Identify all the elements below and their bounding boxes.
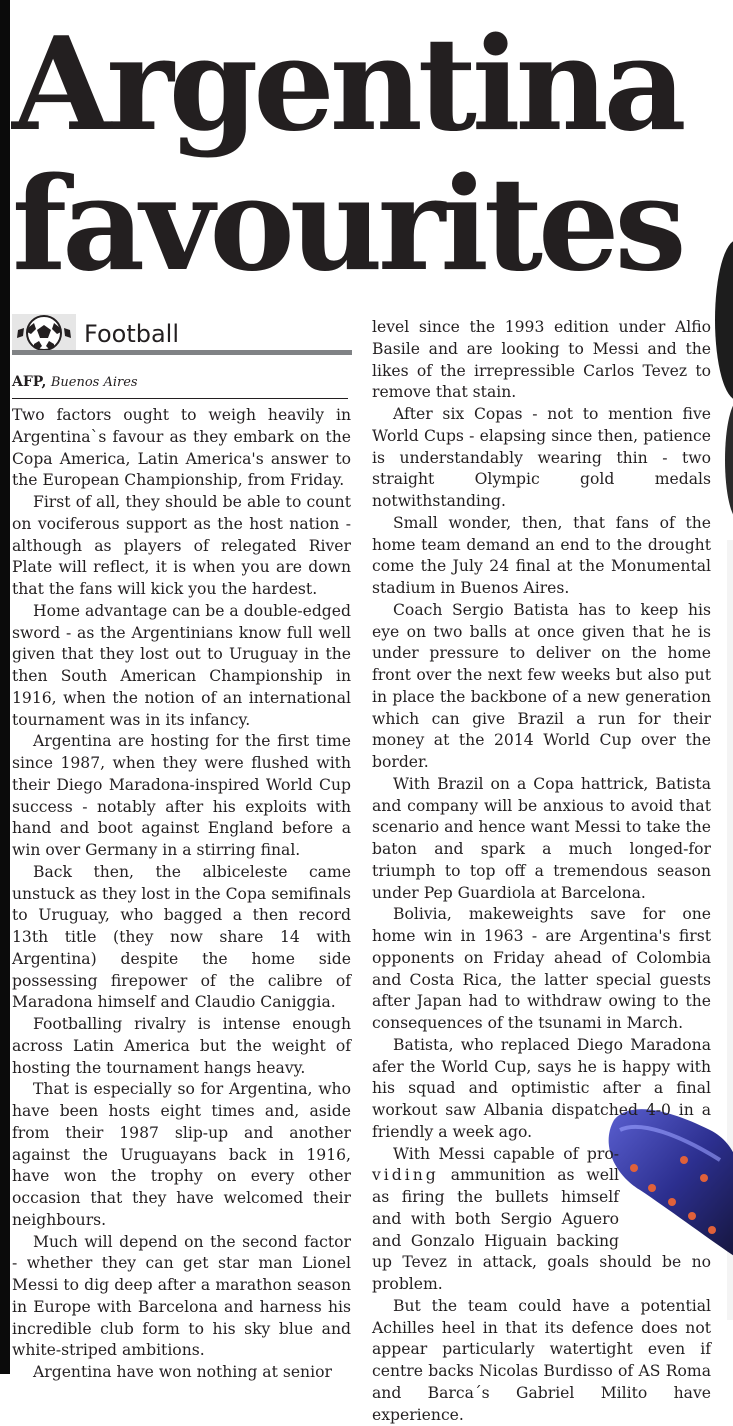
article-column-2	[372, 317, 711, 1426]
section-rule	[12, 350, 352, 355]
article-paragraph: That is especially so for Argentina, who have been hosts eight times and, aside from their 1987 slip-up and another against the Uruguayans back in 1916, have won the trophy on every other occasion that they have welcomed their neighbours.	[12, 1080, 351, 1229]
article-paragraph: Two factors ought to weigh heavily in Argentina`s favour as they embark on the Copa America, Latin America's answer to the European Championship, from Friday.	[12, 406, 351, 490]
headline-line-2: favourites	[12, 150, 682, 300]
article-paragraph: Home advantage can be a double-edged sword - as the Argentinians know full well given that they lost out to Uruguay in the then South American Championship in 1916, when the notion of an international tournament was in its infancy.	[12, 601, 351, 729]
article-paragraph: Batista, who replaced Diego Maradona afer the World Cup, says he is happy with his squad and optimistic after a final workout saw Albania dispatched 4-0 in a friendly a week ago.	[372, 1035, 711, 1141]
article-paragraph: Small wonder, then, that fans of the home team demand an end to the drought come the July 24 final at the Monumental stadium in Buenos Aires.	[372, 513, 711, 597]
article-paragraph: With Brazil on a Copa hattrick, Batista and company will be anxious to avoid that scenario and hence want Messi to take the baton and spark a much longed-for triumph to top off a tremendous season under Pep Guardiola at Barcelona.	[372, 774, 712, 902]
football-icon	[12, 314, 76, 352]
wrap-head: With Messi capable of pro-	[393, 1144, 619, 1163]
byline-agency: AFP,	[12, 374, 47, 390]
section-label: Football	[84, 320, 180, 348]
article-paragraph: Argentina have won nothing at senior	[33, 1363, 332, 1381]
article-paragraph-wrapped	[372, 1144, 711, 1296]
article-paragraph: Much will depend on the second factor - whether they can get star man Lionel Messi to dig deep after a marathon season in Europe with Barcelona and harness his incredible club form to his sky blue and white-striped ambitions.	[12, 1232, 351, 1360]
article-paragraph: level since the 1993 edition under Alfio Basile and are looking to Messi and the likes of the irrepressible Carlos Tevez to remove that stain.	[372, 318, 711, 402]
wrap-rest: ammunition as well as firing the bullets himself and with both Sergio Aguero and Gonzalo Higuain backing up Tevez in attack, goals should be no problem.	[372, 1166, 711, 1293]
byline-place: Buenos Aires	[50, 375, 138, 390]
article-paragraph: Back then, the albiceleste came unstuck as they lost in the Copa semifinals to Uruguay, who bagged a then record 13th title (they now share 14 with Argentina) despite the home side possessing firepower of the calibre of Maradona himself and Claudio Caniggia.	[12, 862, 351, 1012]
headline-line-1: Argentina	[12, 10, 682, 160]
article-paragraph: Argentina are hosting for the first time since 1987, when they were flushed with their Diego Maradona-inspired World Cup success - notably after his exploits with hand and boot against England before a win over Germany in a stirring final.	[12, 732, 351, 859]
byline	[12, 372, 348, 399]
article-paragraph: Bolivia, makeweights save for one home win in 1963 - are Argentina's first opponents on Friday ahead of Colombia and Costa Rica, the latter special guests after Japan had to withdraw owing to the consequences of the tsunami in March.	[372, 905, 711, 1032]
article-paragraph: After six Copas - not to mention five World Cups - elapsing since then, patience is understandably wearing thin - two straight Olympic gold medals notwithstanding.	[372, 405, 711, 510]
section-header	[12, 314, 352, 356]
article-column-1	[12, 405, 351, 1384]
article-paragraph: But the team could have a potential Achilles heel in that its defence does not appear particularly watertight even if centre backs Nicolas Burdisso of AS Roma and Barca´s Gabriel Milito have experience.	[372, 1296, 711, 1424]
left-edge-bar	[0, 0, 10, 1374]
article-paragraph: Footballing rivalry is intense enough across Latin America but the weight of hosting the tournament hangs heavy.	[12, 1015, 351, 1077]
article-paragraph: First of all, they should be able to count on vociferous support as the host nation - although as players of relegated River Plate will reflect, it is when you are down that the fans will kick you the hardest.	[12, 493, 351, 598]
image-wrap-space	[619, 1144, 711, 1250]
article-paragraph: Coach Sergio Batista has to keep his eye on two balls at once given that he is under pressure to deliver on the home front over the next few weeks but also put in place the backbone of a new generation which can give Brazil a run for their money at the 2014 World Cup over the border.	[372, 600, 711, 771]
wrap-tail: viding	[372, 1166, 439, 1185]
